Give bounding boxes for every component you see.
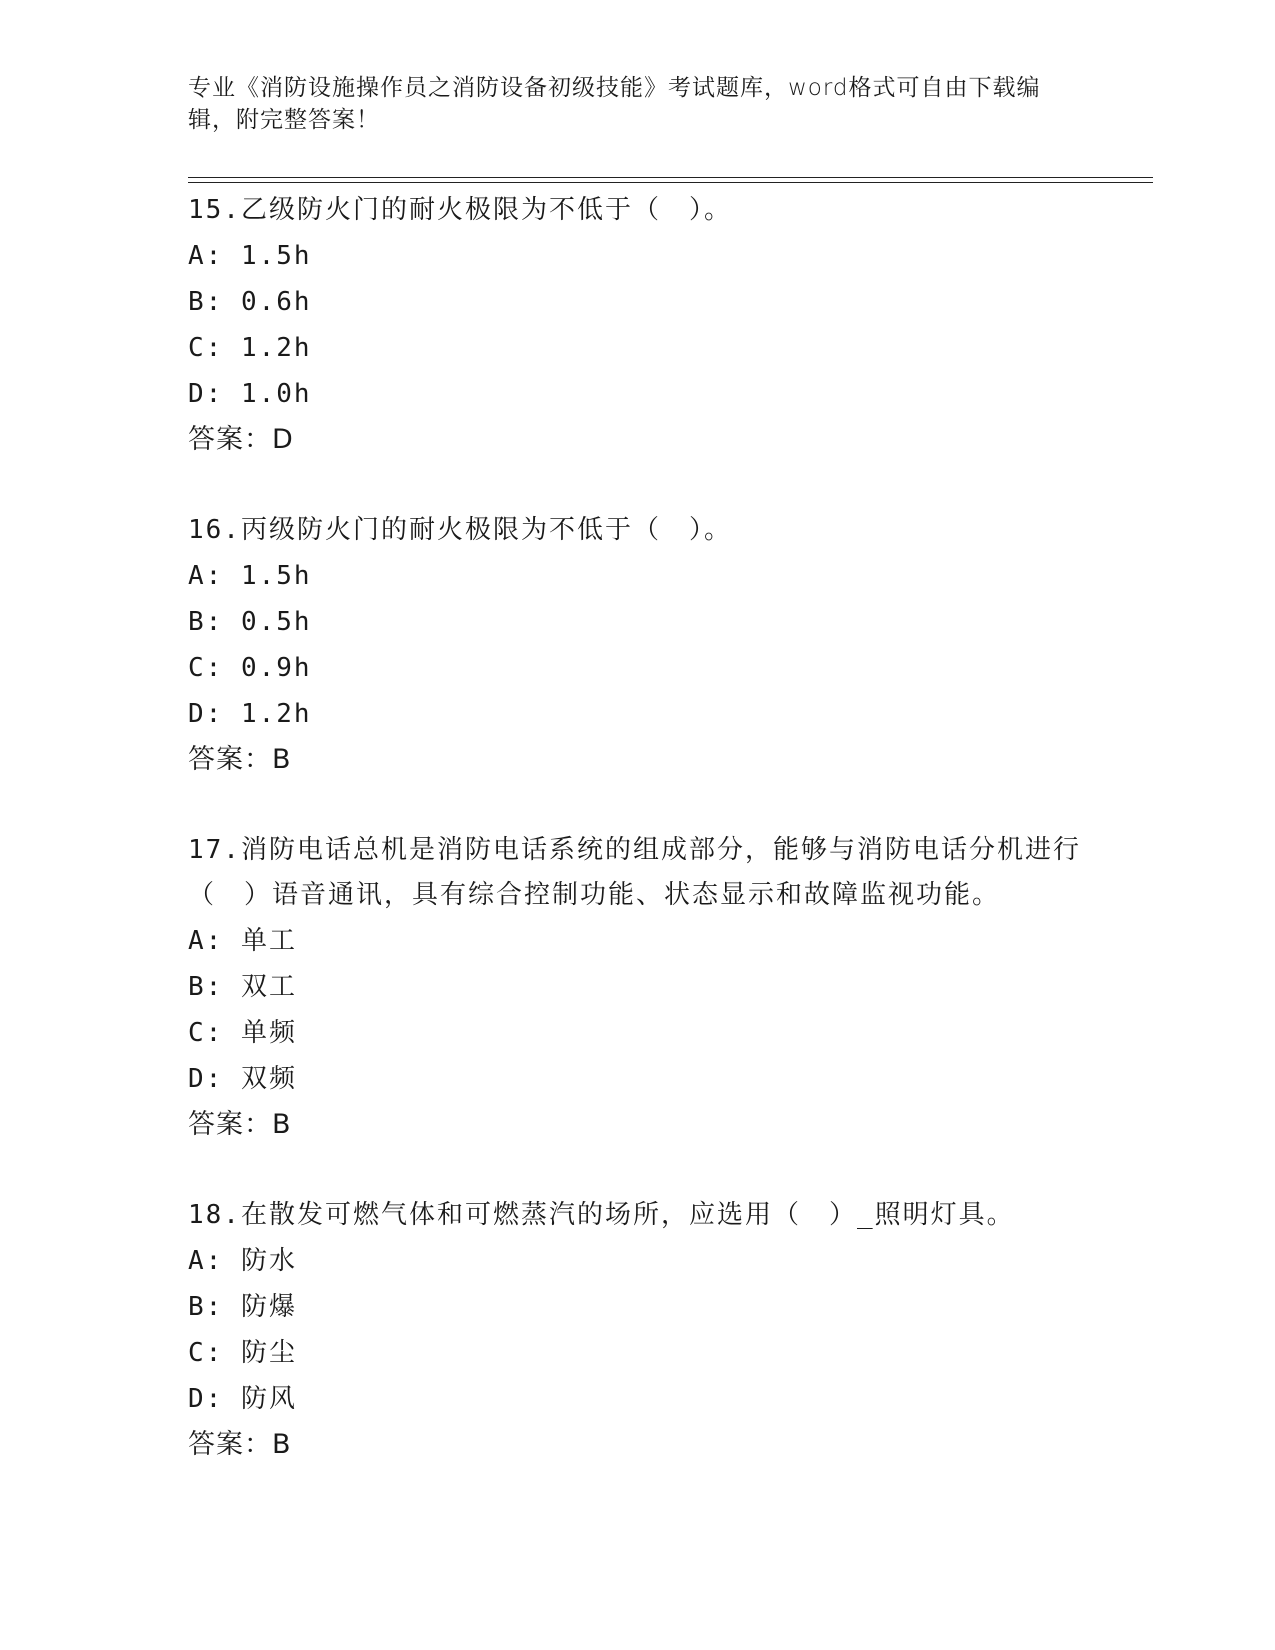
question-stem: 17.消防电话总机是消防电话系统的组成部分，能够与消防电话分机进行（ ）语音通讯，具有综合控制功能、状态显示和故障监视功能。 [188, 835, 1081, 910]
option-c: C: 防尘 [188, 1338, 297, 1368]
option-a: A: 防水 [188, 1246, 297, 1276]
question-list [188, 188, 1088, 1467]
answer: 答案：B [188, 1429, 292, 1460]
option-a: A: 1.5h [188, 241, 312, 271]
answer: 答案：D [188, 424, 294, 455]
document-header: 专业《消防设施操作员之消防设备初级技能》考试题库，word格式可自由下载编辑，附完整答案！ [188, 75, 1041, 133]
option-b: B: 0.5h [188, 607, 312, 637]
question-stem: 15.乙级防火门的耐火极限为不低于（ ）。 [188, 195, 732, 225]
option-a: A: 1.5h [188, 561, 312, 591]
option-d: D: 防风 [188, 1384, 297, 1414]
question-15 [188, 188, 1088, 462]
question-16 [188, 508, 1088, 782]
option-a: A: 单工 [188, 926, 297, 956]
option-d: D: 1.2h [188, 699, 312, 729]
question-stem: 18.在散发可燃气体和可燃蒸汽的场所，应选用（ ）_照明灯具。 [188, 1200, 1015, 1230]
option-b: B: 防爆 [188, 1292, 297, 1322]
question-17 [188, 828, 1088, 1147]
option-c: C: 0.9h [188, 653, 312, 683]
answer: 答案：B [188, 744, 292, 775]
option-c: C: 1.2h [188, 333, 312, 363]
answer: 答案：B [188, 1109, 292, 1140]
option-c: C: 单频 [188, 1018, 297, 1048]
question-18 [188, 1193, 1088, 1467]
option-b: B: 双工 [188, 972, 297, 1002]
header-divider-bottom [188, 182, 1153, 183]
header-divider-top [188, 177, 1153, 178]
option-b: B: 0.6h [188, 287, 312, 317]
option-d: D: 双频 [188, 1064, 297, 1094]
option-d: D: 1.0h [188, 379, 312, 409]
question-stem: 16.丙级防火门的耐火极限为不低于（ ）。 [188, 515, 732, 545]
